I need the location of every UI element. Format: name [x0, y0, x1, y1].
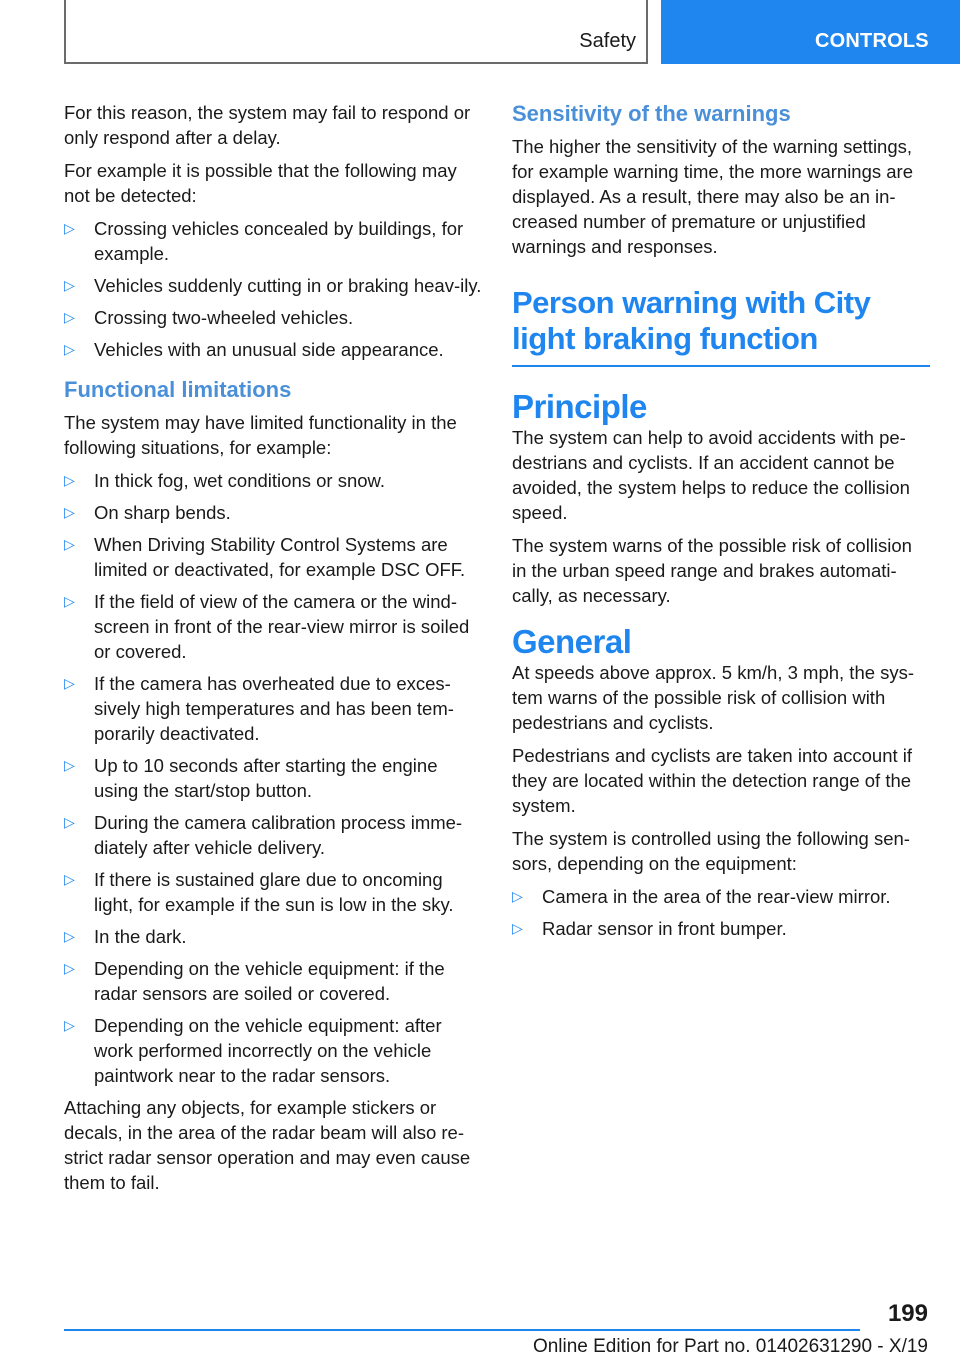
triangle-bullet-icon: ▷: [64, 536, 75, 552]
triangle-bullet-icon: ▷: [64, 757, 75, 773]
triangle-bullet-icon: ▷: [64, 871, 75, 887]
triangle-bullet-icon: ▷: [64, 814, 75, 830]
triangle-bullet-icon: ▷: [64, 960, 75, 976]
triangle-bullet-icon: ▷: [512, 920, 523, 936]
list-item: ▷ On sharp bends.: [64, 502, 231, 523]
list-item: ▷ In thick fog, wet conditions or snow.: [64, 470, 386, 491]
paragraph: Pedestrians and cyclists are taken into account if they are located within the detection range of the system.: [512, 745, 913, 816]
paragraph: For this reason, the system may fail to respond or only respond after a delay.: [64, 102, 471, 148]
paragraph: Attaching any objects, for example stickers or decals, in the area of the radar beam will also re-strict radar sensor operation and may even cause them to fail.: [64, 1097, 471, 1193]
undetected-list: [64, 216, 482, 362]
list-item: ▷ If there is sustained glare due to oncoming light, for example if the sun is low in the sky.: [64, 869, 454, 915]
triangle-bullet-icon: ▷: [64, 504, 75, 520]
triangle-bullet-icon: ▷: [64, 277, 75, 293]
list-item: ▷ When Driving Stability Control Systems are limited or deactivated, for example DSC OFF.: [64, 534, 466, 580]
page-number: 199: [887, 1300, 928, 1327]
list-item: ▷ In the dark.: [64, 926, 187, 947]
list-item: ▷ Radar sensor in front bumper.: [512, 918, 787, 939]
list-item: ▷ If the field of view of the camera or the wind-screen in front of the rear-view mirror is soiled or covered.: [64, 591, 470, 662]
list-item: ▷ Camera in the area of the rear-view mirror.: [512, 886, 891, 907]
list-item: ▷ Crossing two-wheeled vehicles.: [64, 307, 354, 328]
paragraph: The system can help to avoid accidents with pe-destrians and cyclists. If an accident cannot be avoided, the system helps to reduce the collision speed.: [512, 427, 910, 523]
chapter-title-block: [512, 285, 930, 367]
left-column: [64, 100, 482, 1203]
paragraph: The system is controlled using the following sen-sors, depending on the equipment:: [512, 828, 910, 874]
subsection-heading: General: [512, 623, 632, 660]
title-rule: [512, 365, 930, 367]
list-item: ▷ During the camera calibration process imme-diately after vehicle delivery.: [64, 812, 463, 858]
paragraph: At speeds above approx. 5 km/h, 3 mph, the sys-tem warns of the possible risk of collision with pedestrians and cyclists.: [512, 662, 915, 733]
chapter-title: Person warning with City light braking function: [512, 285, 871, 356]
header-section-title: Safety: [579, 30, 636, 52]
right-column: [512, 100, 930, 948]
triangle-bullet-icon: ▷: [64, 675, 75, 691]
list-item: ▷ Vehicles with an unusual side appearance.: [64, 339, 444, 360]
triangle-bullet-icon: ▷: [64, 593, 75, 609]
paragraph: The higher the sensitivity of the warning settings, for example warning time, the more warnings are displayed. As a result, there may also be an in-creased number of premature or unjustified warnings and responses.: [512, 136, 914, 257]
triangle-bullet-icon: ▷: [64, 928, 75, 944]
section-heading: Functional limitations: [64, 377, 292, 402]
triangle-bullet-icon: ▷: [64, 472, 75, 488]
edition-label: Online Edition for Part no. 01402631290 - X/19: [532, 1336, 928, 1357]
sensor-list: [512, 884, 930, 941]
paragraph: For example it is possible that the following may not be detected:: [64, 160, 457, 206]
list-item: ▷ Up to 10 seconds after starting the engine using the start/stop button.: [64, 755, 438, 801]
list-item: ▷ Depending on the vehicle equipment: if the radar sensors are soiled or covered.: [64, 958, 445, 1004]
triangle-bullet-icon: ▷: [64, 220, 75, 236]
triangle-bullet-icon: ▷: [64, 1017, 75, 1033]
section-heading: Sensitivity of the warnings: [512, 101, 791, 126]
list-item: ▷ If the camera has overheated due to exces-sively high temperatures and has been tem-porarily deactivated.: [64, 673, 454, 744]
paragraph: The system warns of the possible risk of collision in the urban speed range and brakes automati-cally, as necessary.: [512, 535, 912, 606]
header-chapter-tab: CONTROLS: [661, 0, 960, 64]
triangle-bullet-icon: ▷: [64, 309, 75, 325]
triangle-bullet-icon: ▷: [64, 341, 75, 357]
limitations-list: [64, 468, 482, 1088]
paragraph: The system may have limited functionality in the following situations, for example:: [64, 412, 457, 458]
list-item: ▷ Crossing vehicles concealed by buildings, for example.: [64, 218, 464, 264]
subsection-heading: Principle: [512, 388, 647, 425]
list-item: ▷ Depending on the vehicle equipment: after work performed incorrectly on the vehicle paintwork near to the radar sensors.: [64, 1015, 442, 1086]
footer-rule: [64, 1329, 860, 1331]
list-item: ▷ Vehicles suddenly cutting in or braking heav-ily.: [64, 275, 482, 296]
triangle-bullet-icon: ▷: [512, 888, 523, 904]
